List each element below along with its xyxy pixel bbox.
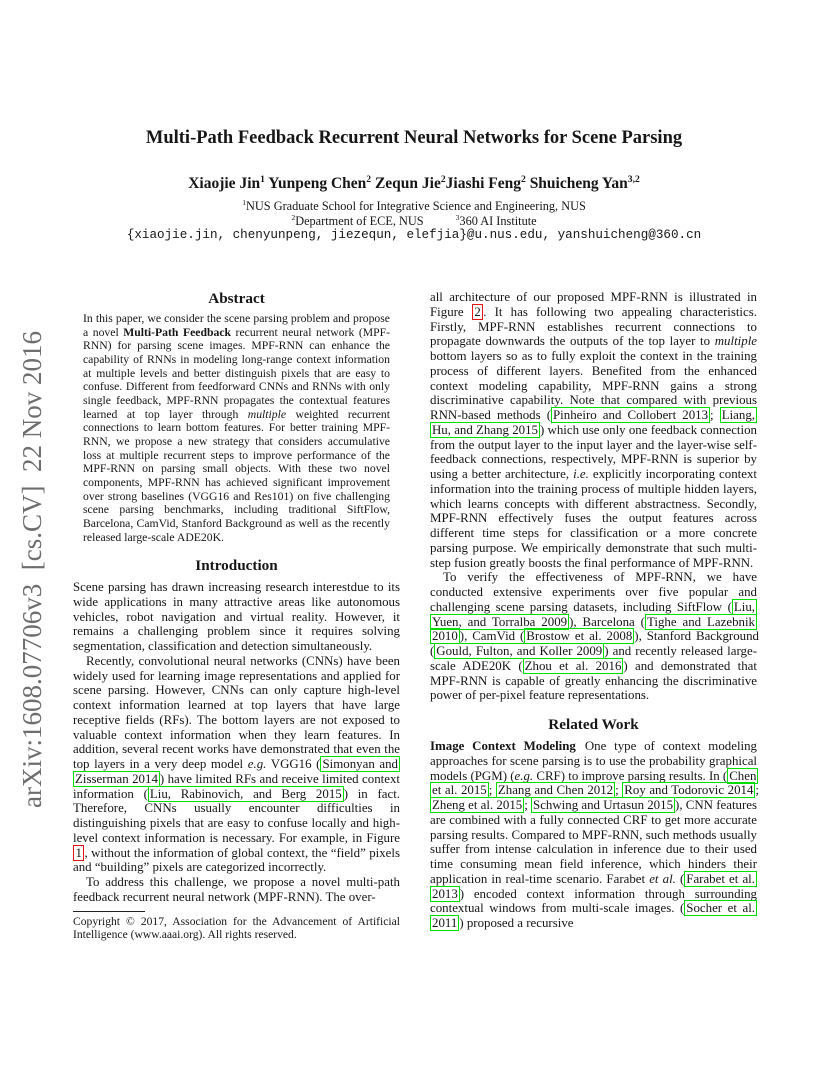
citation-link[interactable]: Brostow et al. 2008 [526, 629, 633, 644]
citation-link[interactable]: Schwing and Urtasun 2015 [533, 798, 674, 812]
citation-link[interactable]: Pinheiro and Collobert 2013 [553, 408, 709, 422]
superscript: 2 [440, 173, 446, 185]
bold-text: Multi-Path Feedback [123, 325, 232, 339]
citation-link[interactable]: Tighe and Lazebnik 2010 [432, 614, 755, 644]
abstract-paragraph: In this paper, we consider the scene parsing problem and propose a novel Multi-Path Feedback recurrent neural network (MPF-RNN) for parsing scene images. MPF-RNN can enhance the capability of RNNs in modeling long-range context information at multiple levels and better distinguish pixels that are easy to confuse. Different from feedforward CNNs and RNNs with only single feedback, MPF-RNN propagates the contextual features learned at top layer through multiple weighted recurrent connections to learn bottom features. For better training MPF-RNN, we propose a new strategy that considers accumulative loss at multiple recurrent steps to improve performance of the MPF-RNN on parsing small objects. With these two novel components, MPF-RNN has achieved significant improvement over strong baselines (VGG16 and Res101) on five challenging scene parsing benchmarks, including traditional SiftFlow, Barcelona, CamVid, Stanford Background as well as the recently released large-scale ADE20K. [83, 312, 391, 544]
superscript: 2 [291, 212, 296, 222]
abstract-body [83, 312, 390, 544]
footnote-rule [73, 911, 145, 912]
paper-title: Multi-Path Feedback Recurrent Neural Networks for Scene Parsing [145, 128, 683, 148]
citation-link[interactable]: Zhou et al. 2016 [524, 658, 622, 673]
citation-link[interactable]: Liu, Yuen, and Torralba 2009 [432, 599, 755, 629]
paragraph: Recently, convolutional neural networks (CNNs) have been widely used for learning image representations and applied for scene parsing. However, CNNs can only capture high-level context information learned at top layers that have large receptive fields (RFs). The bottom layers are not exposed to valuable context information when they learn features. In addition, several recent works have demonstrated that even the top layers in a very deep model e.g. VGG16 ( Simonyan and Zisserman 2014 ) have limited RFs and receive limited context information ( Liu, Rabinovich, and Berg 2015 ) in fact. Therefore, CNNs usually encounter difficulties in distinguishing pixels that are easy to confuse locally and high-level context information is necessary. For example, in Figure 1 , without the information of global context, the “field” pixels and “building” pixels are categorized incorrectly. [73, 653, 401, 875]
citation-link[interactable]: Gould, Fulton, and Koller 2009 [436, 644, 603, 658]
superscript: 2 [366, 173, 372, 185]
affiliation-line-2: $^2$Department of ECE, NUS $^3$360 AI Institute [291, 212, 537, 228]
citation-link[interactable]: Liu, Rabinovich, and Berg 2015 [149, 786, 342, 801]
italic-text: e.g. [247, 757, 267, 772]
superscript: 2 [521, 173, 526, 185]
superscript: 1 [260, 173, 265, 185]
citation-link[interactable]: Liang, Hu, and Zhang 2015 [432, 408, 756, 437]
emails-line: {xiaojie.jin, chenyunpeng, jiezequn, elefjia}@u.nus.edu, yanshuicheng@360.cn [126, 228, 702, 242]
citation-link[interactable]: Zhang and Chen 2012 [497, 783, 614, 798]
arxiv-watermark [8, 268, 56, 872]
superscript: 3,2 [627, 173, 640, 185]
paragraph: all architecture of our proposed MPF-RNN is illustrated in Figure 2 . It has following two appealing characteristics. Firstly, MPF-RNN establishes recurrent connections to propagate downwards the outputs of the top layer to multiple bottom layers so as to fully exploit the context in the training process of different layers. Benefited from the enhanced context modeling capability, MPF-RNN gains a strong discriminative capability. Note that compared with previous RNN-based methods ( Pinheiro and Collobert 2013 ; Liang, Hu, and Zhang 2015 ) which use only one feedback connection from the output layer to the input layer and the layer-wise self-feedback connections, respectively, MPF-RNN is superior by using a better architecture, i.e. explicitly incorporating context information into the training process of multiple hidden layers, which learns concepts with different abstractness. Secondly, MPF-RNN effectively fuses the output features across different time steps for classification or a more concrete parsing purpose. We empirically demonstrate that such multi-step fusion greatly boosts the final performance of MPF-RNN. [430, 290, 757, 570]
right-column [430, 290, 760, 931]
italic-text: i.e. [573, 467, 589, 481]
citation-link[interactable]: Chen et al. 2015 [432, 768, 757, 798]
footnote-text: Copyright © 2017, Association for the Advancement of Artificial Intelligence (www.aaai.org). All rights reserved. [73, 914, 400, 942]
related-work-heading: Related Work [548, 716, 639, 733]
arxiv-watermark-label: arXiv:1608.07706v3 [cs.CV] 22 Nov 2016 [17, 331, 47, 809]
figure-reference-link[interactable]: 1 [73, 845, 84, 861]
superscript: 3 [455, 212, 460, 222]
introduction-heading: Introduction [195, 557, 278, 575]
citation-link[interactable]: Zheng et al. 2015 [432, 798, 523, 812]
citation-link[interactable]: Farabet et al. 2013 [432, 871, 755, 901]
citation-link[interactable]: Socher et al. 2011 [432, 901, 755, 930]
italic-text: e.g. [514, 768, 534, 783]
italic-text: multiple [714, 334, 757, 349]
authors-line: Xiaojie Jin$^1$ Yunpeng Chen$^2$ Zequn Jie$^2$Jiashi Feng$^2$ Shuicheng Yan$^{3,2}$ [188, 173, 640, 192]
copyright-footnote [73, 911, 400, 942]
citation-link[interactable]: Roy and Todorovic 2014 [624, 783, 754, 798]
italic-text: multiple [247, 407, 287, 421]
citation-link[interactable]: Simonyan and Zisserman 2014 [75, 757, 398, 786]
paragraph: Scene parsing has drawn increasing research interestdue to its wide applications in many attractive areas like autonomous vehicles, robot navigation and virtual reality. However, it remains a challenging problem since it requires solving segmentation, classification and detection simultaneously. [73, 580, 400, 654]
affiliation-line-1: $^1$NUS Graduate School for Integrative Science and Engineering, NUS [242, 197, 586, 213]
paragraph: To verify the effectiveness of MPF-RNN, we have conducted extensive experiments over five popular and challenging scene parsing datasets, including SiftFlow ( Liu, Yuen, and Torralba 2009 ), Barcelona ( Tighe and Lazebnik 2010 ), CamVid ( Brostow et al. 2008 ), Stanford Background ( Gould, Fulton, and Koller 2009 ) and recently released large-scale ADE20K ( Zhou et al. 2016 ) and demonstrated that MPF-RNN is capable of greatly enhancing the discriminative power of per-pixel feature representations. [430, 570, 759, 703]
paragraph: Image Context Modeling One type of context modeling approaches for scene parsing is to use the probability graphical models (PGM) (e.g. CRF) to improve parsing results. In ( Chen et al. 2015 ; Zhang and Chen 2012 ; Roy and Todorovic 2014 ; Zheng et al. 2015 ; Schwing and Urtasun 2015 ), CNN features are combined with a fully connected CRF to get more accurate parsing results. Compared to MPF-RNN, such methods usually suffer from intense calculation in inference due to their used time consuming mean field inference, which hinders their application in real-time scenario. Farabet et al. ( Farabet et al. 2013 ) encoded context information through surrounding contextual windows from multi-scale images. ( Socher et al. 2011 ) proposed a recursive [430, 739, 760, 930]
left-column [73, 290, 400, 941]
paragraph: To address this challenge, we propose a novel multi-path feedback recurrent neural network (MPF-RNN). The over- [73, 875, 400, 904]
superscript: 1 [242, 197, 247, 207]
figure-reference-link[interactable]: 2 [472, 304, 483, 320]
italic-text: et al. [649, 871, 676, 886]
bold-text: Image Context Modeling [430, 739, 576, 753]
abstract-heading: Abstract [208, 290, 265, 307]
